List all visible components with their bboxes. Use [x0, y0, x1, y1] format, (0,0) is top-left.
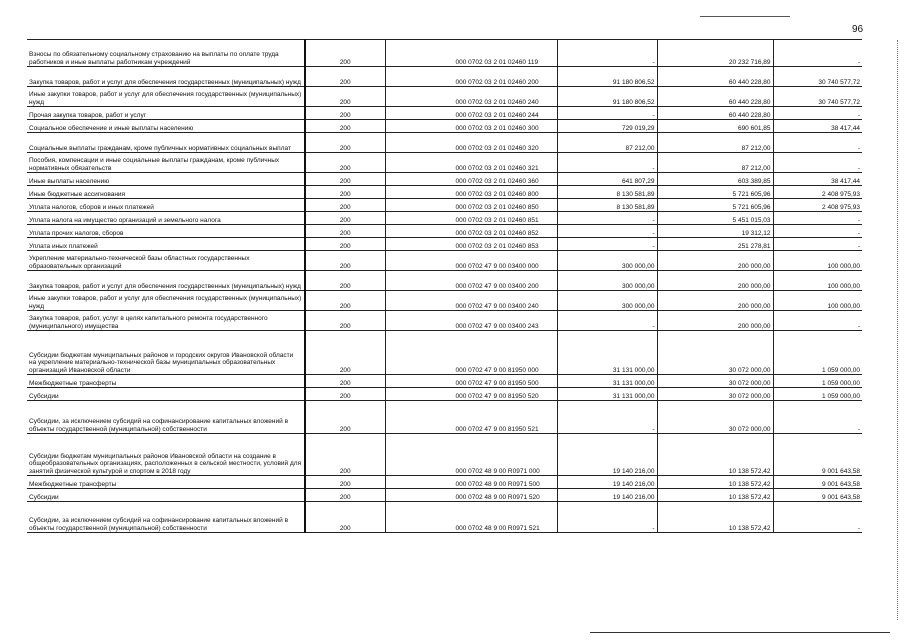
cell-executed: 87 212,00	[657, 133, 773, 153]
table-row	[27, 311, 862, 331]
cell-name: Уплата иных платежей	[27, 238, 305, 251]
cell-unexecuted: 2 408 975,93	[773, 186, 862, 199]
cell-line-code: 200	[305, 87, 385, 107]
budget-table	[27, 39, 862, 533]
cell-classification-code: 000 0702 03 2 01 02460 321	[385, 153, 557, 173]
cell-unexecuted: -	[773, 153, 862, 173]
cell-executed: 200 000,00	[657, 311, 773, 331]
cell-executed: 19 312,12	[657, 225, 773, 238]
cell-executed: 5 721 605,96	[657, 199, 773, 212]
cell-classification-code: 000 0702 03 2 01 02460 852	[385, 225, 557, 238]
cell-approved: -	[557, 107, 657, 120]
cell-approved: 729 019,29	[557, 120, 657, 133]
table-row	[27, 87, 862, 107]
cell-classification-code: 000 0702 03 2 01 02460 119	[385, 40, 557, 67]
cell-line-code: 200	[305, 153, 385, 173]
cell-approved: 91 180 806,52	[557, 87, 657, 107]
cell-line-code: 200	[305, 225, 385, 238]
cell-unexecuted: 38 417,44	[773, 173, 862, 186]
cell-classification-code: 000 0702 03 2 01 02460 200	[385, 67, 557, 87]
cell-unexecuted: 38 417,44	[773, 120, 862, 133]
cell-name: Иные бюджетные ассигнования	[27, 186, 305, 199]
cell-unexecuted: 1 059 000,00	[773, 331, 862, 375]
cell-executed: 10 138 572,42	[657, 489, 773, 502]
cell-line-code: 200	[305, 133, 385, 153]
cell-executed: 251 278,81	[657, 238, 773, 251]
cell-executed: 30 072 000,00	[657, 388, 773, 401]
cell-unexecuted: 100 000,00	[773, 271, 862, 291]
cell-approved: 641 807,29	[557, 173, 657, 186]
cell-line-code: 200	[305, 251, 385, 271]
cell-line-code: 200	[305, 311, 385, 331]
cell-classification-code: 000 0702 03 2 01 02460 240	[385, 87, 557, 107]
cell-executed: 60 440 228,80	[657, 107, 773, 120]
cell-approved: 8 130 581,89	[557, 186, 657, 199]
cell-classification-code: 000 0702 48 9 00 R0971 000	[385, 434, 557, 476]
cell-unexecuted: 9 001 643,58	[773, 476, 862, 489]
table-row	[27, 133, 862, 153]
cell-name: Иные закупки товаров, работ и услуг для обеспечения государственных (муниципальных) нужд	[27, 291, 305, 311]
table-row	[27, 331, 862, 375]
cell-name: Субсидии	[27, 489, 305, 502]
cell-name: Субсидии, за исключением субсидий на софинансирование капитальных вложений в объекты государственной (муниципальной) собственности	[27, 502, 305, 533]
cell-executed: 30 072 000,00	[657, 375, 773, 388]
cell-approved: 300 000,00	[557, 271, 657, 291]
table-row	[27, 401, 862, 434]
cell-name: Субсидии бюджетам муниципальных районов Ивановской области на создание в общеобразовательных организациях, расположенных в сельской местности, условий для занятий физической культурой и спортом в 2018 году	[27, 434, 305, 476]
table-row	[27, 375, 862, 388]
cell-classification-code: 000 0702 03 2 01 02460 851	[385, 212, 557, 225]
cell-executed: 20 232 716,89	[657, 40, 773, 67]
cell-line-code: 200	[305, 291, 385, 311]
cell-approved: 19 140 216,00	[557, 476, 657, 489]
scan-line-bottom	[590, 632, 890, 633]
cell-unexecuted: -	[773, 225, 862, 238]
cell-executed: 690 601,85	[657, 120, 773, 133]
page-number: 96	[852, 24, 864, 35]
cell-classification-code: 000 0702 03 2 01 02460 244	[385, 107, 557, 120]
cell-classification-code: 000 0702 03 2 01 02460 853	[385, 238, 557, 251]
cell-line-code: 200	[305, 401, 385, 434]
cell-executed: 200 000,00	[657, 251, 773, 271]
cell-approved: 91 180 806,52	[557, 67, 657, 87]
cell-name: Субсидии, за исключением субсидий на софинансирование капитальных вложений в объекты государственной (муниципальной) собственности	[27, 401, 305, 434]
cell-executed: 10 138 572,42	[657, 502, 773, 533]
cell-line-code: 200	[305, 502, 385, 533]
cell-classification-code: 000 0702 47 9 00 81950 520	[385, 388, 557, 401]
cell-line-code: 200	[305, 173, 385, 186]
cell-approved: 87 212,00	[557, 133, 657, 153]
cell-approved: -	[557, 40, 657, 67]
cell-executed: 30 072 000,00	[657, 331, 773, 375]
cell-approved: -	[557, 153, 657, 173]
cell-line-code: 200	[305, 388, 385, 401]
cell-approved: 300 000,00	[557, 291, 657, 311]
cell-classification-code: 000 0702 47 9 00 81950 000	[385, 331, 557, 375]
cell-name: Закупка товаров, работ и услуг для обеспечения государственных (муниципальных) нужд	[27, 271, 305, 291]
cell-classification-code: 000 0702 47 9 00 03400 243	[385, 311, 557, 331]
cell-name: Укрепление материально-технической базы областных государственных образовательных организаций	[27, 251, 305, 271]
cell-unexecuted: -	[773, 502, 862, 533]
cell-classification-code: 000 0702 47 9 00 81950 521	[385, 401, 557, 434]
cell-classification-code: 000 0702 03 2 01 02460 360	[385, 173, 557, 186]
cell-classification-code: 000 0702 48 9 00 R0971 520	[385, 489, 557, 502]
cell-name: Закупка товаров, работ и услуг для обеспечения государственных (муниципальных) нужд	[27, 67, 305, 87]
cell-classification-code: 000 0702 47 9 00 03400 240	[385, 291, 557, 311]
table-row	[27, 107, 862, 120]
cell-approved: 31 131 000,00	[557, 331, 657, 375]
cell-unexecuted: -	[773, 401, 862, 434]
cell-executed: 200 000,00	[657, 291, 773, 311]
cell-unexecuted: 100 000,00	[773, 251, 862, 271]
cell-approved: -	[557, 401, 657, 434]
cell-unexecuted: 9 001 643,58	[773, 489, 862, 502]
cell-line-code: 200	[305, 331, 385, 375]
cell-name: Закупка товаров, работ, услуг в целях капитального ремонта государственного (муниципального) имущества	[27, 311, 305, 331]
cell-approved: 31 131 000,00	[557, 388, 657, 401]
budget-table-body	[27, 40, 862, 533]
cell-name: Пособия, компенсации и иные социальные выплаты гражданам, кроме публичных нормативных обязательств	[27, 153, 305, 173]
cell-approved: 31 131 000,00	[557, 375, 657, 388]
cell-unexecuted: 30 740 577,72	[773, 87, 862, 107]
cell-line-code: 200	[305, 476, 385, 489]
cell-name: Иные закупки товаров, работ и услуг для обеспечения государственных (муниципальных) нужд	[27, 87, 305, 107]
cell-unexecuted: 9 001 643,58	[773, 434, 862, 476]
cell-line-code: 200	[305, 40, 385, 67]
cell-approved: -	[557, 502, 657, 533]
cell-classification-code: 000 0702 03 2 01 02460 850	[385, 199, 557, 212]
cell-classification-code: 000 0702 03 2 01 02460 320	[385, 133, 557, 153]
cell-executed: 30 072 000,00	[657, 401, 773, 434]
cell-classification-code: 000 0702 03 2 01 02460 800	[385, 186, 557, 199]
cell-classification-code: 000 0702 47 9 00 81950 500	[385, 375, 557, 388]
cell-unexecuted: -	[773, 212, 862, 225]
cell-approved: -	[557, 212, 657, 225]
cell-approved: -	[557, 225, 657, 238]
cell-name: Взносы по обязательному социальному страхованию на выплаты по оплате труда работников и иные выплаты работникам учреждений	[27, 40, 305, 67]
cell-name: Прочая закупка товаров, работ и услуг	[27, 107, 305, 120]
cell-line-code: 200	[305, 212, 385, 225]
table-row	[27, 388, 862, 401]
cell-line-code: 200	[305, 271, 385, 291]
cell-name: Субсидии	[27, 388, 305, 401]
cell-unexecuted: 100 000,00	[773, 291, 862, 311]
cell-unexecuted: -	[773, 311, 862, 331]
scan-line-top	[700, 16, 790, 17]
cell-unexecuted: -	[773, 40, 862, 67]
table-row	[27, 476, 862, 489]
cell-name: Социальные выплаты гражданам, кроме публичных нормативных социальных выплат	[27, 133, 305, 153]
cell-classification-code: 000 0702 03 2 01 02460 300	[385, 120, 557, 133]
table-row	[27, 489, 862, 502]
table-row	[27, 67, 862, 87]
table-row	[27, 271, 862, 291]
cell-line-code: 200	[305, 375, 385, 388]
cell-line-code: 200	[305, 67, 385, 87]
cell-executed: 200 000,00	[657, 271, 773, 291]
cell-line-code: 200	[305, 107, 385, 120]
table-row	[27, 291, 862, 311]
table-row	[27, 40, 862, 67]
cell-approved: 19 140 216,00	[557, 489, 657, 502]
cell-name: Субсидии бюджетам муниципальных районов и городских округов Ивановской области на укрепление материально-технической базы муниципальных образовательных организаций Ивановской области	[27, 331, 305, 375]
scan-edge-right	[897, 40, 898, 620]
cell-name: Иные выплаты населению	[27, 173, 305, 186]
cell-unexecuted: -	[773, 107, 862, 120]
cell-classification-code: 000 0702 48 9 00 R0971 521	[385, 502, 557, 533]
cell-executed: 5 451 015,03	[657, 212, 773, 225]
table-row	[27, 212, 862, 225]
table-row	[27, 153, 862, 173]
table-row	[27, 120, 862, 133]
cell-line-code: 200	[305, 238, 385, 251]
table-row	[27, 502, 862, 533]
table-row	[27, 186, 862, 199]
cell-name: Уплата прочих налогов, сборов	[27, 225, 305, 238]
cell-line-code: 200	[305, 199, 385, 212]
cell-name: Уплата налога на имущество организаций и земельного налога	[27, 212, 305, 225]
cell-unexecuted: 1 059 000,00	[773, 375, 862, 388]
cell-unexecuted: -	[773, 133, 862, 153]
cell-approved: -	[557, 311, 657, 331]
cell-name: Межбюджетные трансферты	[27, 375, 305, 388]
cell-executed: 5 721 605,96	[657, 186, 773, 199]
cell-approved: 8 130 581,89	[557, 199, 657, 212]
cell-approved: 300 000,00	[557, 251, 657, 271]
cell-line-code: 200	[305, 186, 385, 199]
cell-unexecuted: -	[773, 238, 862, 251]
cell-executed: 10 138 572,42	[657, 476, 773, 489]
cell-unexecuted: 1 059 000,00	[773, 388, 862, 401]
cell-classification-code: 000 0702 48 9 00 R0971 500	[385, 476, 557, 489]
table-row	[27, 238, 862, 251]
table-row	[27, 434, 862, 476]
table-row	[27, 199, 862, 212]
cell-classification-code: 000 0702 47 9 00 03400 200	[385, 271, 557, 291]
cell-name: Уплата налогов, сборов и иных платежей	[27, 199, 305, 212]
cell-name: Межбюджетные трансферты	[27, 476, 305, 489]
cell-executed: 60 440 228,80	[657, 67, 773, 87]
cell-executed: 603 389,85	[657, 173, 773, 186]
cell-name: Социальное обеспечение и иные выплаты населению	[27, 120, 305, 133]
cell-classification-code: 000 0702 47 9 00 03400 000	[385, 251, 557, 271]
cell-approved: 19 140 216,00	[557, 434, 657, 476]
cell-approved: -	[557, 238, 657, 251]
table-row	[27, 173, 862, 186]
cell-executed: 10 138 572,42	[657, 434, 773, 476]
cell-unexecuted: 30 740 577,72	[773, 67, 862, 87]
cell-line-code: 200	[305, 120, 385, 133]
cell-line-code: 200	[305, 489, 385, 502]
cell-executed: 60 440 228,80	[657, 87, 773, 107]
table-row	[27, 225, 862, 238]
table-row	[27, 251, 862, 271]
cell-line-code: 200	[305, 434, 385, 476]
cell-unexecuted: 2 408 975,93	[773, 199, 862, 212]
cell-executed: 87 212,00	[657, 153, 773, 173]
